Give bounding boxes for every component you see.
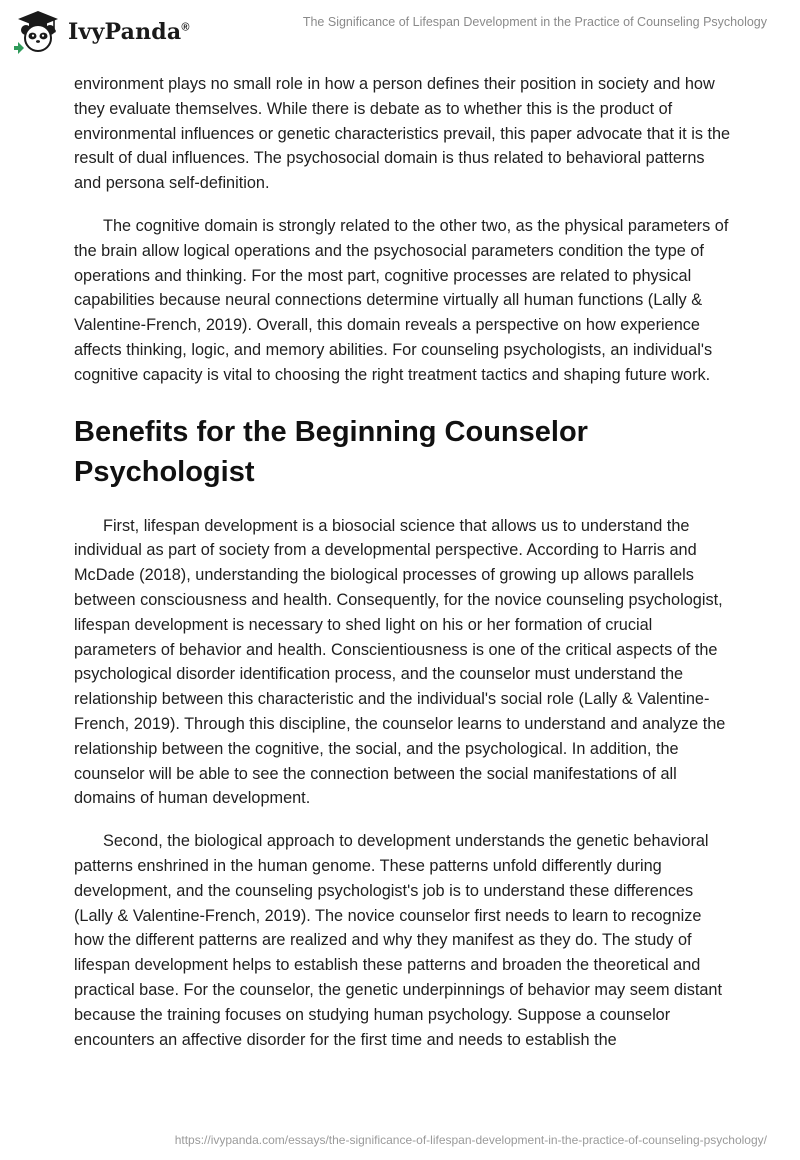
paragraph-cognitive-domain: The cognitive domain is strongly related to the other two, as the physical parameters of the brain allow logical operations and the psychosocial parameters condition the type of operations and thinking. For the most part, cognitive processes are related to physical capabilities because neural connections determine virtually all human functions (Lally & Valentine-French, 2019). Overall, this domain reveals a perspective on how experience affects thinking, logic, and memory abilities. For counseling psychologists, an individual's cognitive capacity is vital to choosing the right treatment tactics and shaping future work.: [74, 216, 729, 384]
panda-graduate-icon: [14, 8, 62, 56]
paragraph-continued: environment plays no small role in how a person defines their position in society and how they evaluate themselves. While there is debate as to whether this is the product of environmental influences or genetic characteristics prevail, this paper advocate that it is the result of dual influences. The psychosocial domain is thus related to behavioral patterns and persona self-definition.: [74, 75, 731, 193]
registered-mark: ®: [181, 21, 190, 34]
brand-name: IvyPanda®: [68, 19, 190, 45]
brand-logo[interactable]: [14, 8, 190, 56]
section-heading: Benefits for the Beginning Counselor Psychologist: [74, 415, 588, 488]
document-title: The Significance of Lifespan Development in the Practice of Counseling Psychology: [302, 15, 767, 29]
essay-content: [74, 72, 734, 1052]
paragraph-second-benefit: Second, the biological approach to development understands the genetic behavioral patterns enshrined in the human genome. These patterns unfold differently during development, and the counseling psychologist's job is to understand these differences (Lally & Valentine-French, 2019). The novice counselor first needs to learn to recognize how the different patterns are realized and why they manifest as they do. The study of lifespan development helps to establish these patterns and broaden the theoretical and practical base. For the counselor, the genetic underpinnings of behavior may seem distant because the training focuses on studying human psychology. Suppose a counselor encounters an affective disorder for the first time and needs to establish the: [74, 832, 723, 1049]
page-header: [0, 0, 800, 64]
paragraph-first-benefit: First, lifespan development is a biosocial science that allows us to understand the individual as part of society from a developmental perspective. According to Harris and McDade (2018), understanding the biological processes of growing up allows parallels between consciousness and health. Consequently, for the novice counseling psychologist, lifespan development is necessary to shed light on his or her formation of crucial parameters of behavior and health. Conscientiousness is one of the critical aspects of the psychological disorder identification process, and the counselor must understand the relationship between this characteristic and the individual's social role (Lally & Valentine-French, 2019). Through this discipline, the counselor learns to understand and analyze the relationship between the cognitive, the social, and the psychological. In addition, the counselor will be able to see the connection between the social manifestations of all domains of human development.: [74, 516, 726, 808]
source-url[interactable]: https://ivypanda.com/essays/the-significance-of-lifespan-development-in-the-practice-of-counseling-psychology/: [174, 1133, 767, 1147]
